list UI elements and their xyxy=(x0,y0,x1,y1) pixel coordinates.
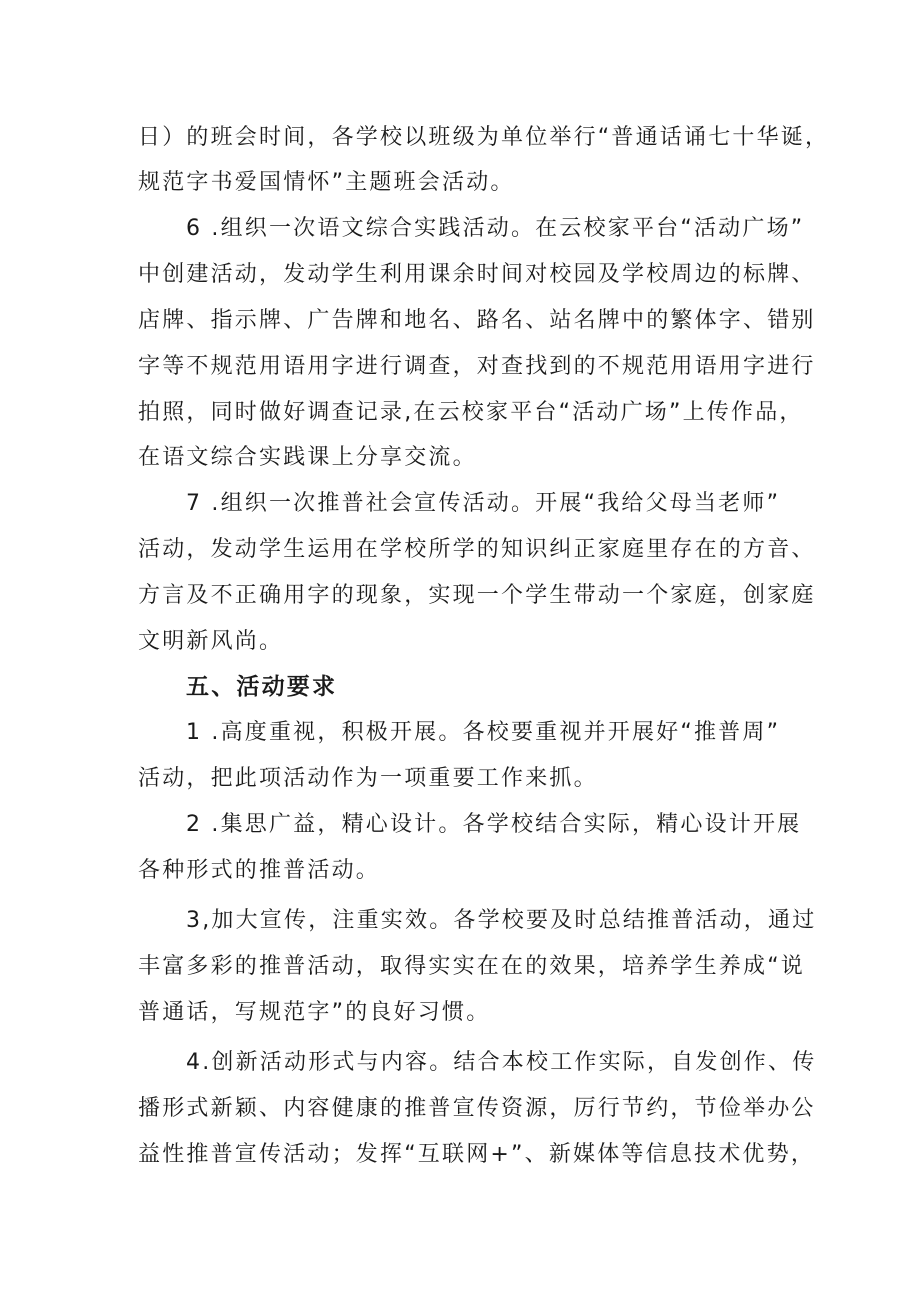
text-line: 4.创新活动形式与内容。结合本校工作实际，自发创作、传 xyxy=(186,1050,817,1075)
text-line: 活动，发动学生运用在学校所学的知识纠正家庭里存在的方音、 xyxy=(138,537,816,562)
text-line: 益性推普宣传活动；发挥“互联网+”、新媒体等信息技术优势， xyxy=(138,1142,816,1167)
text-line: 各种形式的推普活动。 xyxy=(138,858,381,883)
text-line: 丰富多彩的推普活动，取得实实在在的效果，培养学生养成“说 xyxy=(138,954,805,979)
text-line: 2 .集思广益，精心设计。各学校结合实际，精心设计开展 xyxy=(186,812,802,837)
text-line: 方言及不正确用字的现象，实现一个学生带动一个家庭，创家庭 xyxy=(138,583,816,608)
section-heading: 五、活动要求 xyxy=(186,674,338,700)
text-line: 7 .组织一次推普社会宣传活动。开展“我给父母当老师” xyxy=(186,491,781,516)
text-line: 日）的班会时间，各学校以班级为单位举行“普通话诵七十华诞， xyxy=(138,125,830,150)
text-line: 文明新风尚。 xyxy=(138,629,284,654)
text-line: 普通话，写规范字”的良好习惯。 xyxy=(138,1000,491,1025)
text-line: 3,加大宣传，注重实效。各学校要及时总结推普活动，通过 xyxy=(186,908,817,933)
text-line: 拍照，同时做好调查记录,在云校家平台“活动广场”上传作品， xyxy=(138,400,804,425)
text-line: 在语文综合实践课上分享交流。 xyxy=(138,445,477,470)
text-line: 1 .高度重视，积极开展。各校要重视并开展好“推普周” xyxy=(186,720,781,745)
text-line: 规范字书爱国情怀”主题班会活动。 xyxy=(138,170,515,195)
text-line: 活动，把此项活动作为一项重要工作来抓。 xyxy=(138,766,598,791)
text-line: 店牌、指示牌、广告牌和地名、路名、站名牌中的繁体字、错别 xyxy=(138,308,816,333)
text-line: 字等不规范用语用字进行调查，对查找到的不规范用语用字进行 xyxy=(138,354,816,379)
text-line: 6 .组织一次语文综合实践活动。在云校家平台“活动广场” xyxy=(186,216,805,241)
text-line: 中创建活动，发动学生利用课余时间对校园及学校周边的标牌、 xyxy=(138,262,816,287)
text-line: 播形式新颖、内容健康的推普宣传资源，厉行节约，节俭举办公 xyxy=(138,1096,816,1121)
